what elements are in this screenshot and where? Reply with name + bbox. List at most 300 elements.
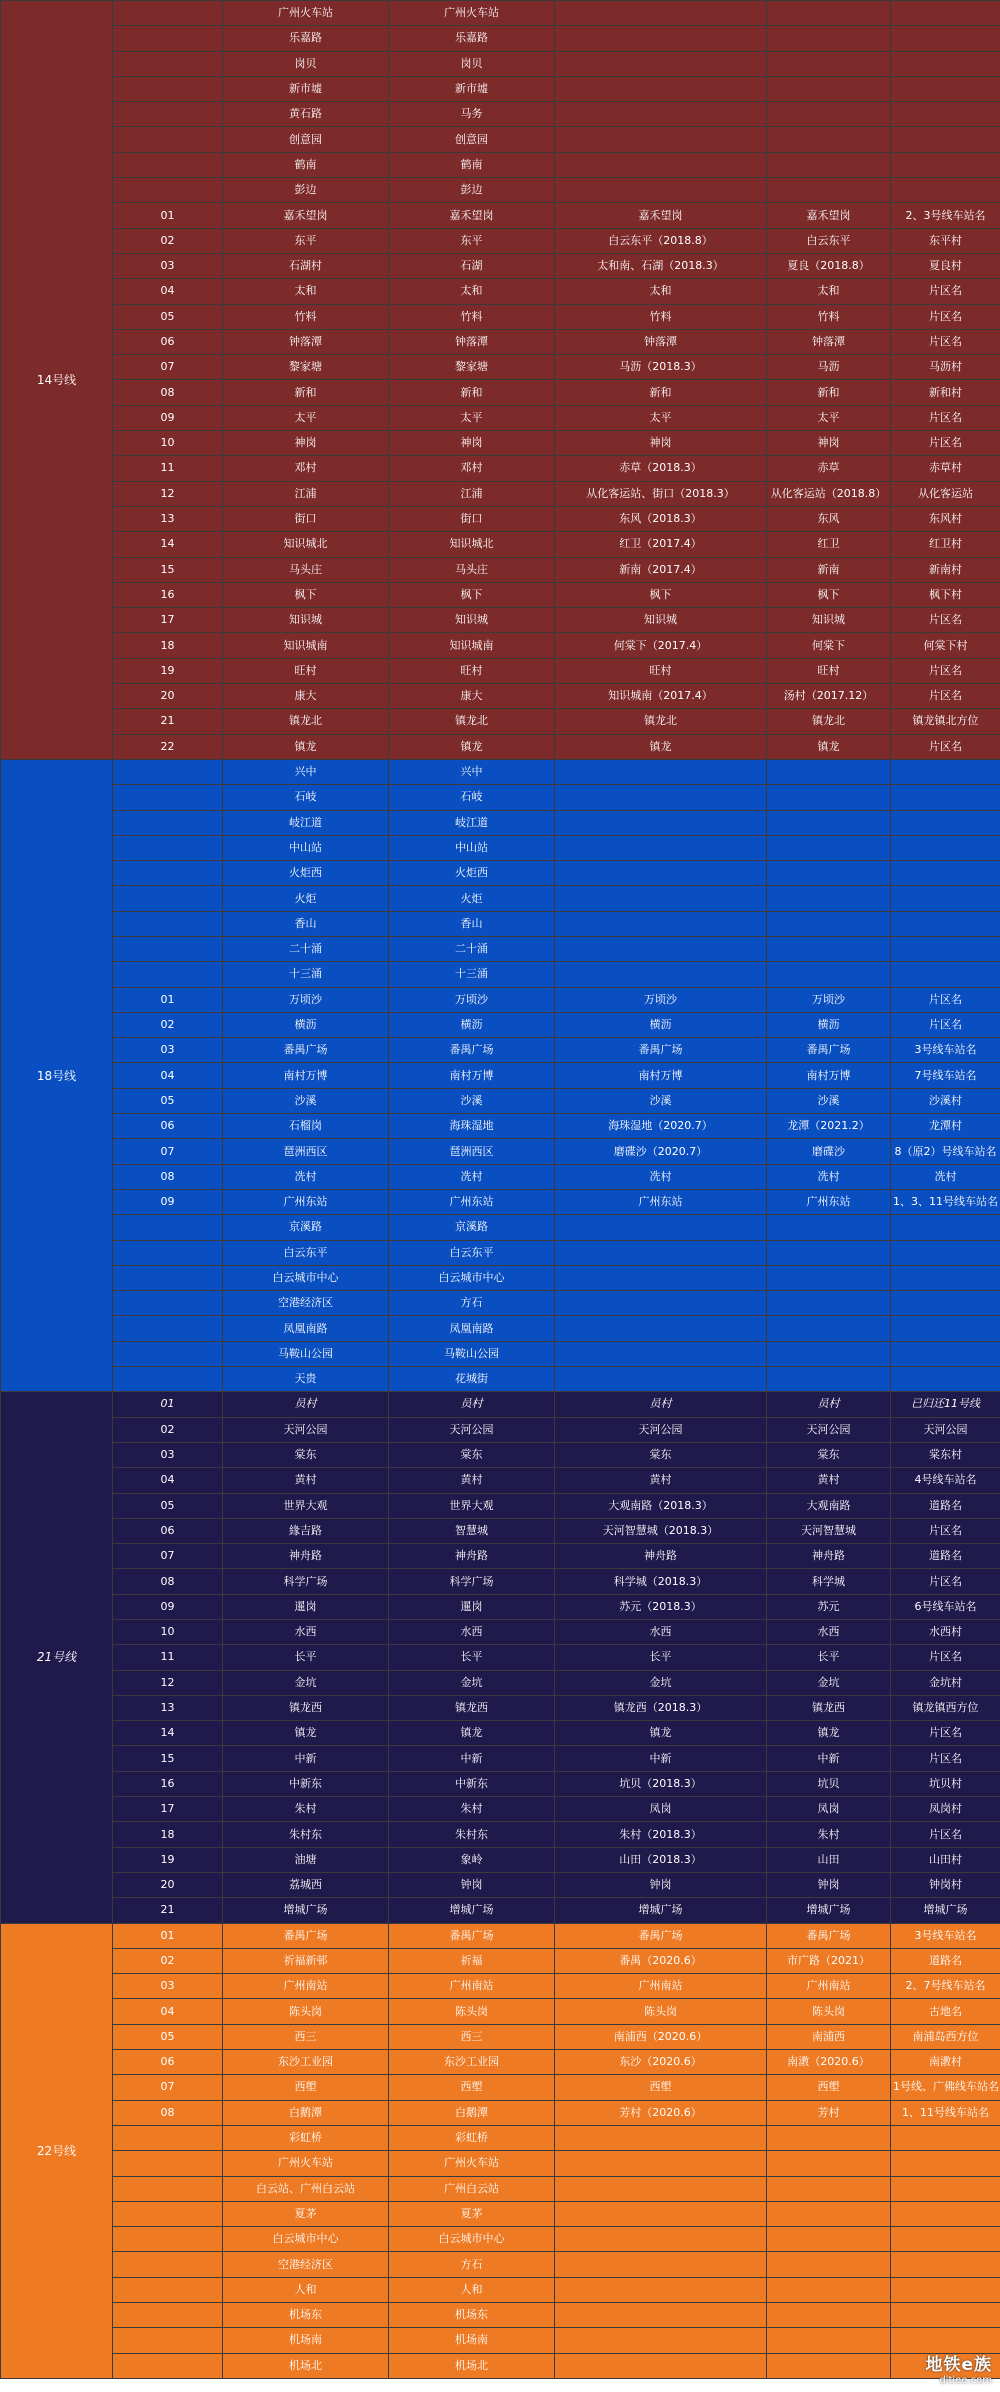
table-row <box>1 1948 1000 1973</box>
table-cell: 片区名 <box>891 734 1000 759</box>
table-cell <box>767 2151 891 2176</box>
table-cell: 竹料 <box>767 304 891 329</box>
table-cell: 太平 <box>389 405 555 430</box>
table-row <box>1 886 1000 911</box>
table-cell <box>891 127 1000 152</box>
table-cell: 广州火车站 <box>389 2151 555 2176</box>
table-cell: 09 <box>113 405 223 430</box>
table-cell: 沙溪 <box>555 1088 767 1113</box>
table-cell: 暹岗 <box>389 1594 555 1619</box>
table-cell: 长平 <box>389 1645 555 1670</box>
table-cell <box>767 936 891 961</box>
table-cell <box>891 26 1000 51</box>
table-cell: 东风村 <box>891 506 1000 531</box>
table-row <box>1 380 1000 405</box>
table-cell: 兴中 <box>223 759 389 784</box>
table-row <box>1 1923 1000 1948</box>
table-cell: 05 <box>113 304 223 329</box>
table-cell: 街口 <box>223 506 389 531</box>
table-cell <box>555 102 767 127</box>
table-cell <box>113 886 223 911</box>
table-row <box>1 734 1000 759</box>
table-cell: 火炬西 <box>223 861 389 886</box>
table-cell <box>767 1367 891 1392</box>
table-row <box>1 2277 1000 2302</box>
table-row <box>1 810 1000 835</box>
table-cell: 7号线车站名 <box>891 1063 1000 1088</box>
table-cell: 08 <box>113 380 223 405</box>
table-cell: 08 <box>113 1164 223 1189</box>
table-cell <box>555 810 767 835</box>
table-cell: 东平 <box>223 228 389 253</box>
table-cell: 赤草（2018.3） <box>555 456 767 481</box>
table-cell: 白云城市中心 <box>389 2227 555 2252</box>
table-cell: 02 <box>113 1948 223 1973</box>
table-cell: 海珠湿地（2020.7） <box>555 1114 767 1139</box>
table-cell <box>767 911 891 936</box>
table-cell: 镇龙 <box>767 1721 891 1746</box>
table-row <box>1 1468 1000 1493</box>
table-cell: 冼村 <box>389 1164 555 1189</box>
table-cell: 黎家塘 <box>389 355 555 380</box>
table-cell: 白云城市中心 <box>389 1265 555 1290</box>
table-cell: 员村 <box>223 1392 389 1417</box>
table-cell: 冼村 <box>555 1164 767 1189</box>
table-cell: 机场北 <box>223 2353 389 2378</box>
table-cell: 空港经济区 <box>223 2252 389 2277</box>
table-cell: 竹料 <box>389 304 555 329</box>
table-cell <box>767 962 891 987</box>
table-cell: 西塱 <box>555 2075 767 2100</box>
table-cell: 东沙（2020.6） <box>555 2050 767 2075</box>
table-cell: 广州火车站 <box>389 1 555 26</box>
table-row <box>1 1771 1000 1796</box>
table-cell <box>555 2252 767 2277</box>
table-cell: 6号线车站名 <box>891 1594 1000 1619</box>
table-row <box>1 2252 1000 2277</box>
table-cell: 竹料 <box>555 304 767 329</box>
table-row <box>1 1316 1000 1341</box>
table-cell: 神舟路 <box>389 1544 555 1569</box>
table-cell <box>113 152 223 177</box>
table-cell: 13 <box>113 506 223 531</box>
table-cell: 科学城 <box>767 1569 891 1594</box>
table-cell <box>767 1215 891 1240</box>
table-cell <box>891 2151 1000 2176</box>
table-cell: 横沥 <box>389 1012 555 1037</box>
line-group-21 <box>1 1392 1000 1923</box>
table-row <box>1 456 1000 481</box>
table-cell: 十三涌 <box>389 962 555 987</box>
table-cell: 象岭 <box>389 1847 555 1872</box>
table-cell <box>555 1265 767 1290</box>
table-cell <box>891 936 1000 961</box>
table-cell: 白云东平（2018.8） <box>555 228 767 253</box>
table-cell: 增城广场 <box>555 1898 767 1923</box>
table-cell <box>113 1341 223 1366</box>
table-cell: 镇龙西（2018.3） <box>555 1695 767 1720</box>
table-cell: 新市墟 <box>223 76 389 101</box>
line-label: 21号线 <box>1 1392 113 1923</box>
table-row <box>1 1367 1000 1392</box>
table-cell: 沙溪 <box>767 1088 891 1113</box>
table-cell: 西塱 <box>389 2075 555 2100</box>
table-cell: 天河智慧城（2018.3） <box>555 1518 767 1543</box>
table-cell: 南漖村 <box>891 2050 1000 2075</box>
table-cell: 东平村 <box>891 228 1000 253</box>
table-cell <box>767 2277 891 2302</box>
table-cell: 金坑 <box>223 1670 389 1695</box>
table-cell: 沙溪 <box>223 1088 389 1113</box>
table-row <box>1 1518 1000 1543</box>
table-cell <box>555 26 767 51</box>
table-cell: 白云东平 <box>767 228 891 253</box>
table-cell: 创意园 <box>223 127 389 152</box>
table-cell: 03 <box>113 1442 223 1467</box>
table-cell: 中新 <box>389 1746 555 1771</box>
table-cell: 神舟路 <box>767 1544 891 1569</box>
table-row <box>1 1442 1000 1467</box>
table-cell: 04 <box>113 1468 223 1493</box>
table-cell <box>555 911 767 936</box>
table-cell: 20 <box>113 684 223 709</box>
table-row <box>1 2176 1000 2201</box>
table-cell: 16 <box>113 1771 223 1796</box>
table-cell: 康大 <box>389 684 555 709</box>
table-cell: 夏茅 <box>223 2201 389 2226</box>
table-cell: 员村 <box>389 1392 555 1417</box>
table-cell <box>891 962 1000 987</box>
table-cell <box>891 1367 1000 1392</box>
table-cell <box>767 759 891 784</box>
table-row <box>1 26 1000 51</box>
table-cell <box>891 886 1000 911</box>
table-cell: 嘉禾望岗 <box>767 203 891 228</box>
table-cell: 知识城 <box>389 608 555 633</box>
table-cell: 太和 <box>555 279 767 304</box>
table-cell <box>555 1291 767 1316</box>
table-cell: 芳村 <box>767 2100 891 2125</box>
table-cell: 枫下 <box>223 582 389 607</box>
table-cell: 17 <box>113 608 223 633</box>
table-row <box>1 1139 1000 1164</box>
table-cell: 番禺广场 <box>223 1038 389 1063</box>
table-cell: 智慧城 <box>389 1518 555 1543</box>
table-row <box>1 178 1000 203</box>
table-cell: 03 <box>113 253 223 278</box>
table-cell: 镇龙 <box>389 1721 555 1746</box>
table-row <box>1 2303 1000 2328</box>
table-cell: 鹤南 <box>223 152 389 177</box>
table-cell <box>891 76 1000 101</box>
table-row <box>1 1 1000 26</box>
table-cell: 广州白云站 <box>389 2176 555 2201</box>
table-cell <box>555 2201 767 2226</box>
table-cell: 緣吉路 <box>223 1518 389 1543</box>
table-cell: 彭边 <box>223 178 389 203</box>
table-cell: 06 <box>113 329 223 354</box>
table-cell <box>113 102 223 127</box>
table-cell: 山田村 <box>891 1847 1000 1872</box>
table-cell <box>555 835 767 860</box>
table-cell: 南浦西 <box>767 2024 891 2049</box>
table-cell <box>113 962 223 987</box>
table-cell: 沙溪村 <box>891 1088 1000 1113</box>
table-cell <box>113 76 223 101</box>
table-cell: 鹤南 <box>389 152 555 177</box>
table-cell <box>891 178 1000 203</box>
table-cell <box>767 26 891 51</box>
table-cell: 片区名 <box>891 684 1000 709</box>
table-cell: 嘉禾望岗 <box>555 203 767 228</box>
table-cell: 广州火车站 <box>223 1 389 26</box>
table-cell <box>767 2201 891 2226</box>
table-cell: 新和 <box>767 380 891 405</box>
table-row <box>1 557 1000 582</box>
table-cell: 方石 <box>389 1291 555 1316</box>
line-group-14 <box>1 1 1000 760</box>
table-row <box>1 2353 1000 2378</box>
table-cell: 从化客运站、街口（2018.3） <box>555 481 767 506</box>
table-cell: 朱村 <box>389 1797 555 1822</box>
table-row <box>1 1620 1000 1645</box>
table-cell <box>555 1341 767 1366</box>
table-cell: 科学广场 <box>389 1569 555 1594</box>
table-cell: 钟落潭 <box>223 329 389 354</box>
table-cell: 太平 <box>767 405 891 430</box>
table-cell: 石岐 <box>389 785 555 810</box>
table-cell: 中新 <box>555 1746 767 1771</box>
table-cell: 片区名 <box>891 608 1000 633</box>
table-cell: 01 <box>113 987 223 1012</box>
table-cell <box>767 1316 891 1341</box>
table-cell: 04 <box>113 1999 223 2024</box>
table-cell <box>767 2252 891 2277</box>
table-cell: 镇龙镇西方位 <box>891 1695 1000 1720</box>
table-cell: 何棠下（2017.4） <box>555 633 767 658</box>
table-cell: 05 <box>113 2024 223 2049</box>
table-cell: 万顷沙 <box>767 987 891 1012</box>
table-row <box>1 2024 1000 2049</box>
table-cell: 01 <box>113 203 223 228</box>
table-cell: 岗贝 <box>223 51 389 76</box>
table-cell: 知识城北 <box>223 532 389 557</box>
table-cell: 夏茅 <box>389 2201 555 2226</box>
table-cell: 康大 <box>223 684 389 709</box>
table-cell: 石榴岗 <box>223 1114 389 1139</box>
table-cell: 江浦 <box>389 481 555 506</box>
table-cell: 南村万博 <box>389 1063 555 1088</box>
table-cell: 11 <box>113 456 223 481</box>
table-cell: 何棠下村 <box>891 633 1000 658</box>
table-cell <box>555 2328 767 2353</box>
table-cell: 12 <box>113 1670 223 1695</box>
table-cell: 新和村 <box>891 380 1000 405</box>
table-cell <box>555 962 767 987</box>
table-cell: 番禺广场 <box>767 1923 891 1948</box>
table-cell <box>767 2176 891 2201</box>
table-cell: 马沥 <box>767 355 891 380</box>
table-cell: 石湖村 <box>223 253 389 278</box>
table-cell: 神舟路 <box>555 1544 767 1569</box>
table-row <box>1 1063 1000 1088</box>
table-cell: 嘉禾望岗 <box>389 203 555 228</box>
table-cell: 片区名 <box>891 1645 1000 1670</box>
table-cell: 竹料 <box>223 304 389 329</box>
table-cell: 彭边 <box>389 178 555 203</box>
table-cell: 镇龙 <box>767 734 891 759</box>
table-cell: 马头庄 <box>223 557 389 582</box>
table-row <box>1 1847 1000 1872</box>
table-cell <box>113 2201 223 2226</box>
table-cell <box>555 2151 767 2176</box>
table-cell <box>891 759 1000 784</box>
table-cell: 荔城西 <box>223 1872 389 1897</box>
table-cell: 市广路（2021） <box>767 1948 891 1973</box>
table-cell: 龙潭村 <box>891 1114 1000 1139</box>
table-cell: 08 <box>113 2100 223 2125</box>
table-cell: 增城广场 <box>767 1898 891 1923</box>
table-cell: 片区名 <box>891 1569 1000 1594</box>
table-cell: 09 <box>113 1189 223 1214</box>
table-cell <box>891 2277 1000 2302</box>
table-cell: 长平 <box>555 1645 767 1670</box>
table-cell: 天河公园 <box>389 1417 555 1442</box>
table-row <box>1 1240 1000 1265</box>
table-cell <box>555 936 767 961</box>
table-cell: 20 <box>113 1872 223 1897</box>
table-cell: 镇龙 <box>223 734 389 759</box>
table-cell <box>891 1316 1000 1341</box>
table-cell: 南漖（2020.6） <box>767 2050 891 2075</box>
table-cell: 白鹅潭 <box>389 2100 555 2125</box>
table-cell: 棠东 <box>767 1442 891 1467</box>
table-cell: 2、7号线车站名 <box>891 1974 1000 1999</box>
table-cell: 香山 <box>389 911 555 936</box>
table-row <box>1 304 1000 329</box>
table-cell: 11 <box>113 1645 223 1670</box>
table-cell: 东平 <box>389 228 555 253</box>
table-cell: 祈福 <box>389 1948 555 1973</box>
table-cell: 红卫 <box>767 532 891 557</box>
table-cell: 片区名 <box>891 431 1000 456</box>
table-row <box>1 1999 1000 2024</box>
table-cell: 中新东 <box>389 1771 555 1796</box>
table-cell: 镇龙 <box>555 734 767 759</box>
table-cell: 沙溪 <box>389 1088 555 1113</box>
table-cell: 西塱 <box>223 2075 389 2100</box>
table-cell: 旺村 <box>223 658 389 683</box>
table-row <box>1 1721 1000 1746</box>
table-cell: 火炬西 <box>389 861 555 886</box>
table-cell <box>555 178 767 203</box>
table-cell <box>767 1240 891 1265</box>
table-cell: 枫下 <box>767 582 891 607</box>
table-cell <box>891 2328 1000 2353</box>
table-row <box>1 481 1000 506</box>
table-cell: 苏元（2018.3） <box>555 1594 767 1619</box>
table-cell: 马鞍山公园 <box>389 1341 555 1366</box>
table-row <box>1 658 1000 683</box>
table-cell: 凤岗 <box>555 1797 767 1822</box>
table-row <box>1 1291 1000 1316</box>
table-cell: 横沥 <box>555 1012 767 1037</box>
table-cell: 陈头岗 <box>223 1999 389 2024</box>
table-cell: 白云城市中心 <box>223 2227 389 2252</box>
table-cell: 石岐 <box>223 785 389 810</box>
table-cell: 南浦西（2020.6） <box>555 2024 767 2049</box>
table-cell: 镇龙北 <box>555 709 767 734</box>
table-cell: 二十涌 <box>223 936 389 961</box>
table-cell: 4号线车站名 <box>891 1468 1000 1493</box>
table-row <box>1 1088 1000 1113</box>
table-cell: 大观南路（2018.3） <box>555 1493 767 1518</box>
table-cell: 古地名 <box>891 1999 1000 2024</box>
table-row <box>1 987 1000 1012</box>
table-cell: 神岗 <box>389 431 555 456</box>
table-row <box>1 1746 1000 1771</box>
table-cell <box>891 835 1000 860</box>
table-cell: 科学城（2018.3） <box>555 1569 767 1594</box>
table-row <box>1 785 1000 810</box>
table-row <box>1 633 1000 658</box>
table-cell: 神岗 <box>767 431 891 456</box>
line-label: 22号线 <box>1 1923 113 2378</box>
table-cell: 03 <box>113 1974 223 1999</box>
table-cell: 新南村 <box>891 557 1000 582</box>
table-cell: 天河公园 <box>767 1417 891 1442</box>
table-cell: 06 <box>113 2050 223 2075</box>
table-cell: 邓村 <box>389 456 555 481</box>
table-cell <box>555 886 767 911</box>
table-cell: 钟岗村 <box>891 1872 1000 1897</box>
table-cell: 嘉禾望岗 <box>223 203 389 228</box>
table-cell: 14 <box>113 1721 223 1746</box>
table-cell: 水西 <box>223 1620 389 1645</box>
table-cell <box>555 1316 767 1341</box>
table-cell: 太和 <box>389 279 555 304</box>
table-cell: 朱村东 <box>389 1822 555 1847</box>
table-cell: 07 <box>113 1544 223 1569</box>
table-cell <box>113 26 223 51</box>
table-cell <box>113 861 223 886</box>
table-cell: 天河公园 <box>555 1417 767 1442</box>
table-cell: 番禺广场 <box>389 1923 555 1948</box>
table-cell: 1号线、广佛线车站名 <box>891 2075 1000 2100</box>
table-cell: 世界大观 <box>389 1493 555 1518</box>
table-cell: 彩虹桥 <box>389 2125 555 2150</box>
table-cell: 马沥村 <box>891 355 1000 380</box>
table-row <box>1 1341 1000 1366</box>
table-cell <box>555 76 767 101</box>
table-cell <box>767 835 891 860</box>
table-cell: 已归还11号线 <box>891 1392 1000 1417</box>
table-row <box>1 1215 1000 1240</box>
table-cell: 镇龙 <box>389 734 555 759</box>
table-row <box>1 1164 1000 1189</box>
table-cell <box>891 2353 1000 2378</box>
table-row <box>1 2328 1000 2353</box>
table-cell: 广州南站 <box>223 1974 389 1999</box>
table-cell: 赤草村 <box>891 456 1000 481</box>
table-cell: 金坑 <box>555 1670 767 1695</box>
table-cell: 棠东 <box>223 1442 389 1467</box>
table-row <box>1 1417 1000 1442</box>
table-cell: 京溪路 <box>389 1215 555 1240</box>
table-cell: 新和 <box>555 380 767 405</box>
table-cell <box>767 810 891 835</box>
table-cell: 红卫（2017.4） <box>555 532 767 557</box>
